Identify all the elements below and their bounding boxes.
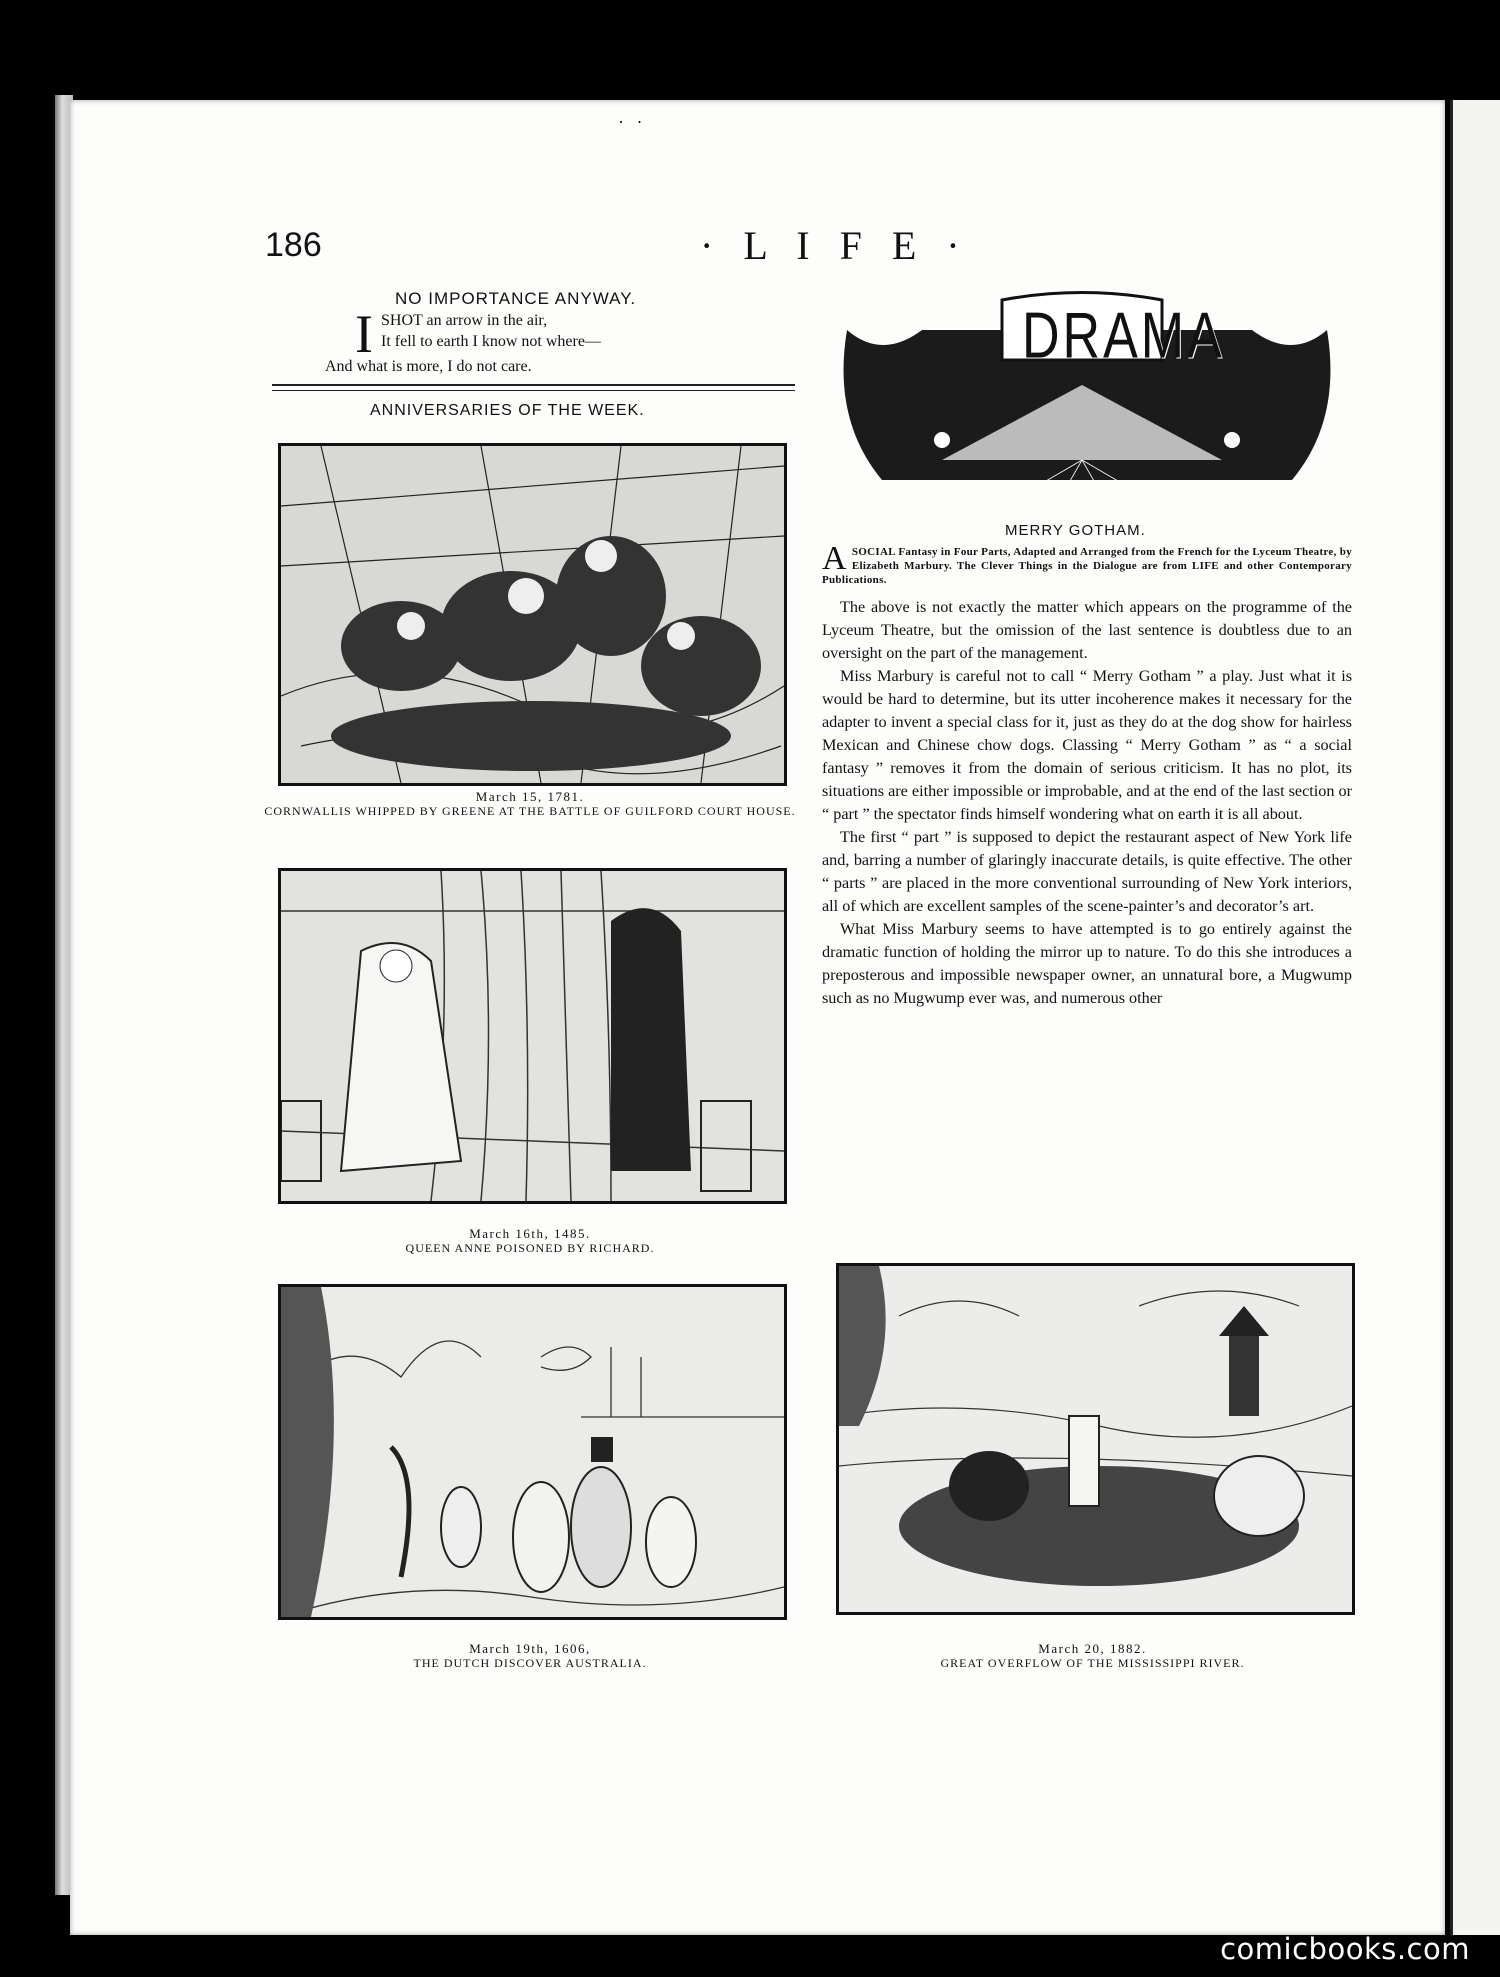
article-lead: [822, 540, 1352, 587]
drama-article: [822, 540, 1352, 1010]
anniversary-date-1: March 15, 1781.: [475, 789, 585, 804]
masthead-title: · L I F E ·: [700, 223, 970, 268]
double-rule: [272, 384, 795, 391]
article-paragraph-2: Miss Marbury is careful not to call “ Merry Gotham ” a play. Just what it is would be hard to determine, but its utter incoherence makes it necessary for the adapter to invent a special class for it, just as they do at the dog show for hairless Mexican and Chinese chow dogs. Classing “ Merry Gotham ” as “ a social fantasy ” removes it from the domain of serious criticism. It has no plot, its situations are either impossible or improbable, and at the end of the last section or “ part ” the spectator finds himself wondering what on earth it is all about.: [822, 667, 1352, 823]
dutch-illustration: [278, 1284, 787, 1620]
anniversary-caption-4: [836, 1642, 1349, 1670]
lead-text: SOCIAL Fantasy in Four Parts, Adapted and Arranged from the French for the Lyceum Theatre, by Elizabeth Marbury. The Clever Things in the Dialogue are from LIFE and other Contemporary Publications.: [822, 546, 1352, 586]
anniversary-date-4: March 20, 1882.: [1038, 1641, 1147, 1656]
anniversary-caption-2: [260, 1227, 800, 1255]
poem-dropcap: I: [355, 304, 373, 364]
anniversaries-title: ANNIVERSARIES OF THE WEEK.: [370, 402, 645, 419]
anniversary-caption-3: [260, 1642, 800, 1670]
page-number: 186: [265, 226, 322, 264]
drama-banner: [822, 290, 1349, 495]
article-paragraph-4: What Miss Marbury seems to have attempted is to go entirely against the dramatic function of holding the mirror up to nature. To do this she introduces a preposterous and impossible newspaper owner, an unnatural bore, a Mugwump such as no Mugwump ever was, and numerous other: [822, 920, 1352, 1007]
anniversary-text-3: THE DUTCH DISCOVER AUSTRALIA.: [413, 1656, 647, 1670]
poem-line-2: It fell to earth I know not where—: [380, 333, 601, 350]
battle-illustration: [278, 443, 787, 786]
article-paragraph-3: The first “ part ” is supposed to depict the restaurant aspect of New York life and, barring a number of glaringly inaccurate details, is quite effective. The other “ parts ” are placed in the more conventional surrounding of New York interiors, all of which are excellent samples of the scene-painter’s and decorator’s art.: [822, 828, 1352, 915]
poem-line-3: And what is more, I do not care.: [325, 358, 532, 375]
anniversary-text-4: GREAT OVERFLOW OF THE MISSISSIPPI RIVER.: [940, 1656, 1245, 1670]
lead-dropcap: A: [822, 540, 847, 577]
anniversary-date-2: March 16th, 1485.: [469, 1226, 591, 1241]
poem: [325, 304, 785, 377]
drama-banner-word: DRAMA: [1022, 299, 1225, 373]
anniversary-caption-1: [260, 790, 800, 818]
article-title: MERRY GOTHAM.: [1005, 522, 1146, 539]
top-dots: · ·: [618, 112, 647, 132]
poem-title: NO IMPORTANCE ANYWAY.: [395, 289, 637, 308]
poem-line-1: SHOT an arrow in the air,: [380, 312, 548, 329]
queen-illustration: [278, 868, 787, 1204]
anniversary-text-2: QUEEN ANNE POISONED BY RICHARD.: [405, 1241, 655, 1255]
anniversary-date-3: March 19th, 1606,: [469, 1641, 591, 1656]
adjacent-page-edge: [1450, 100, 1500, 1935]
anniversary-text-1: CORNWALLIS WHIPPED BY GREENE AT THE BATTLE OF GUILFORD COURT HOUSE.: [264, 804, 796, 818]
mississippi-illustration: [836, 1263, 1355, 1615]
site-watermark: comicbooks.com: [1220, 1932, 1470, 1966]
article-paragraph-1: The above is not exactly the matter which appears on the programme of the Lyceum Theatre, but the omission of the last sentence is doubtless due to an oversight on the part of the management.: [822, 598, 1352, 662]
